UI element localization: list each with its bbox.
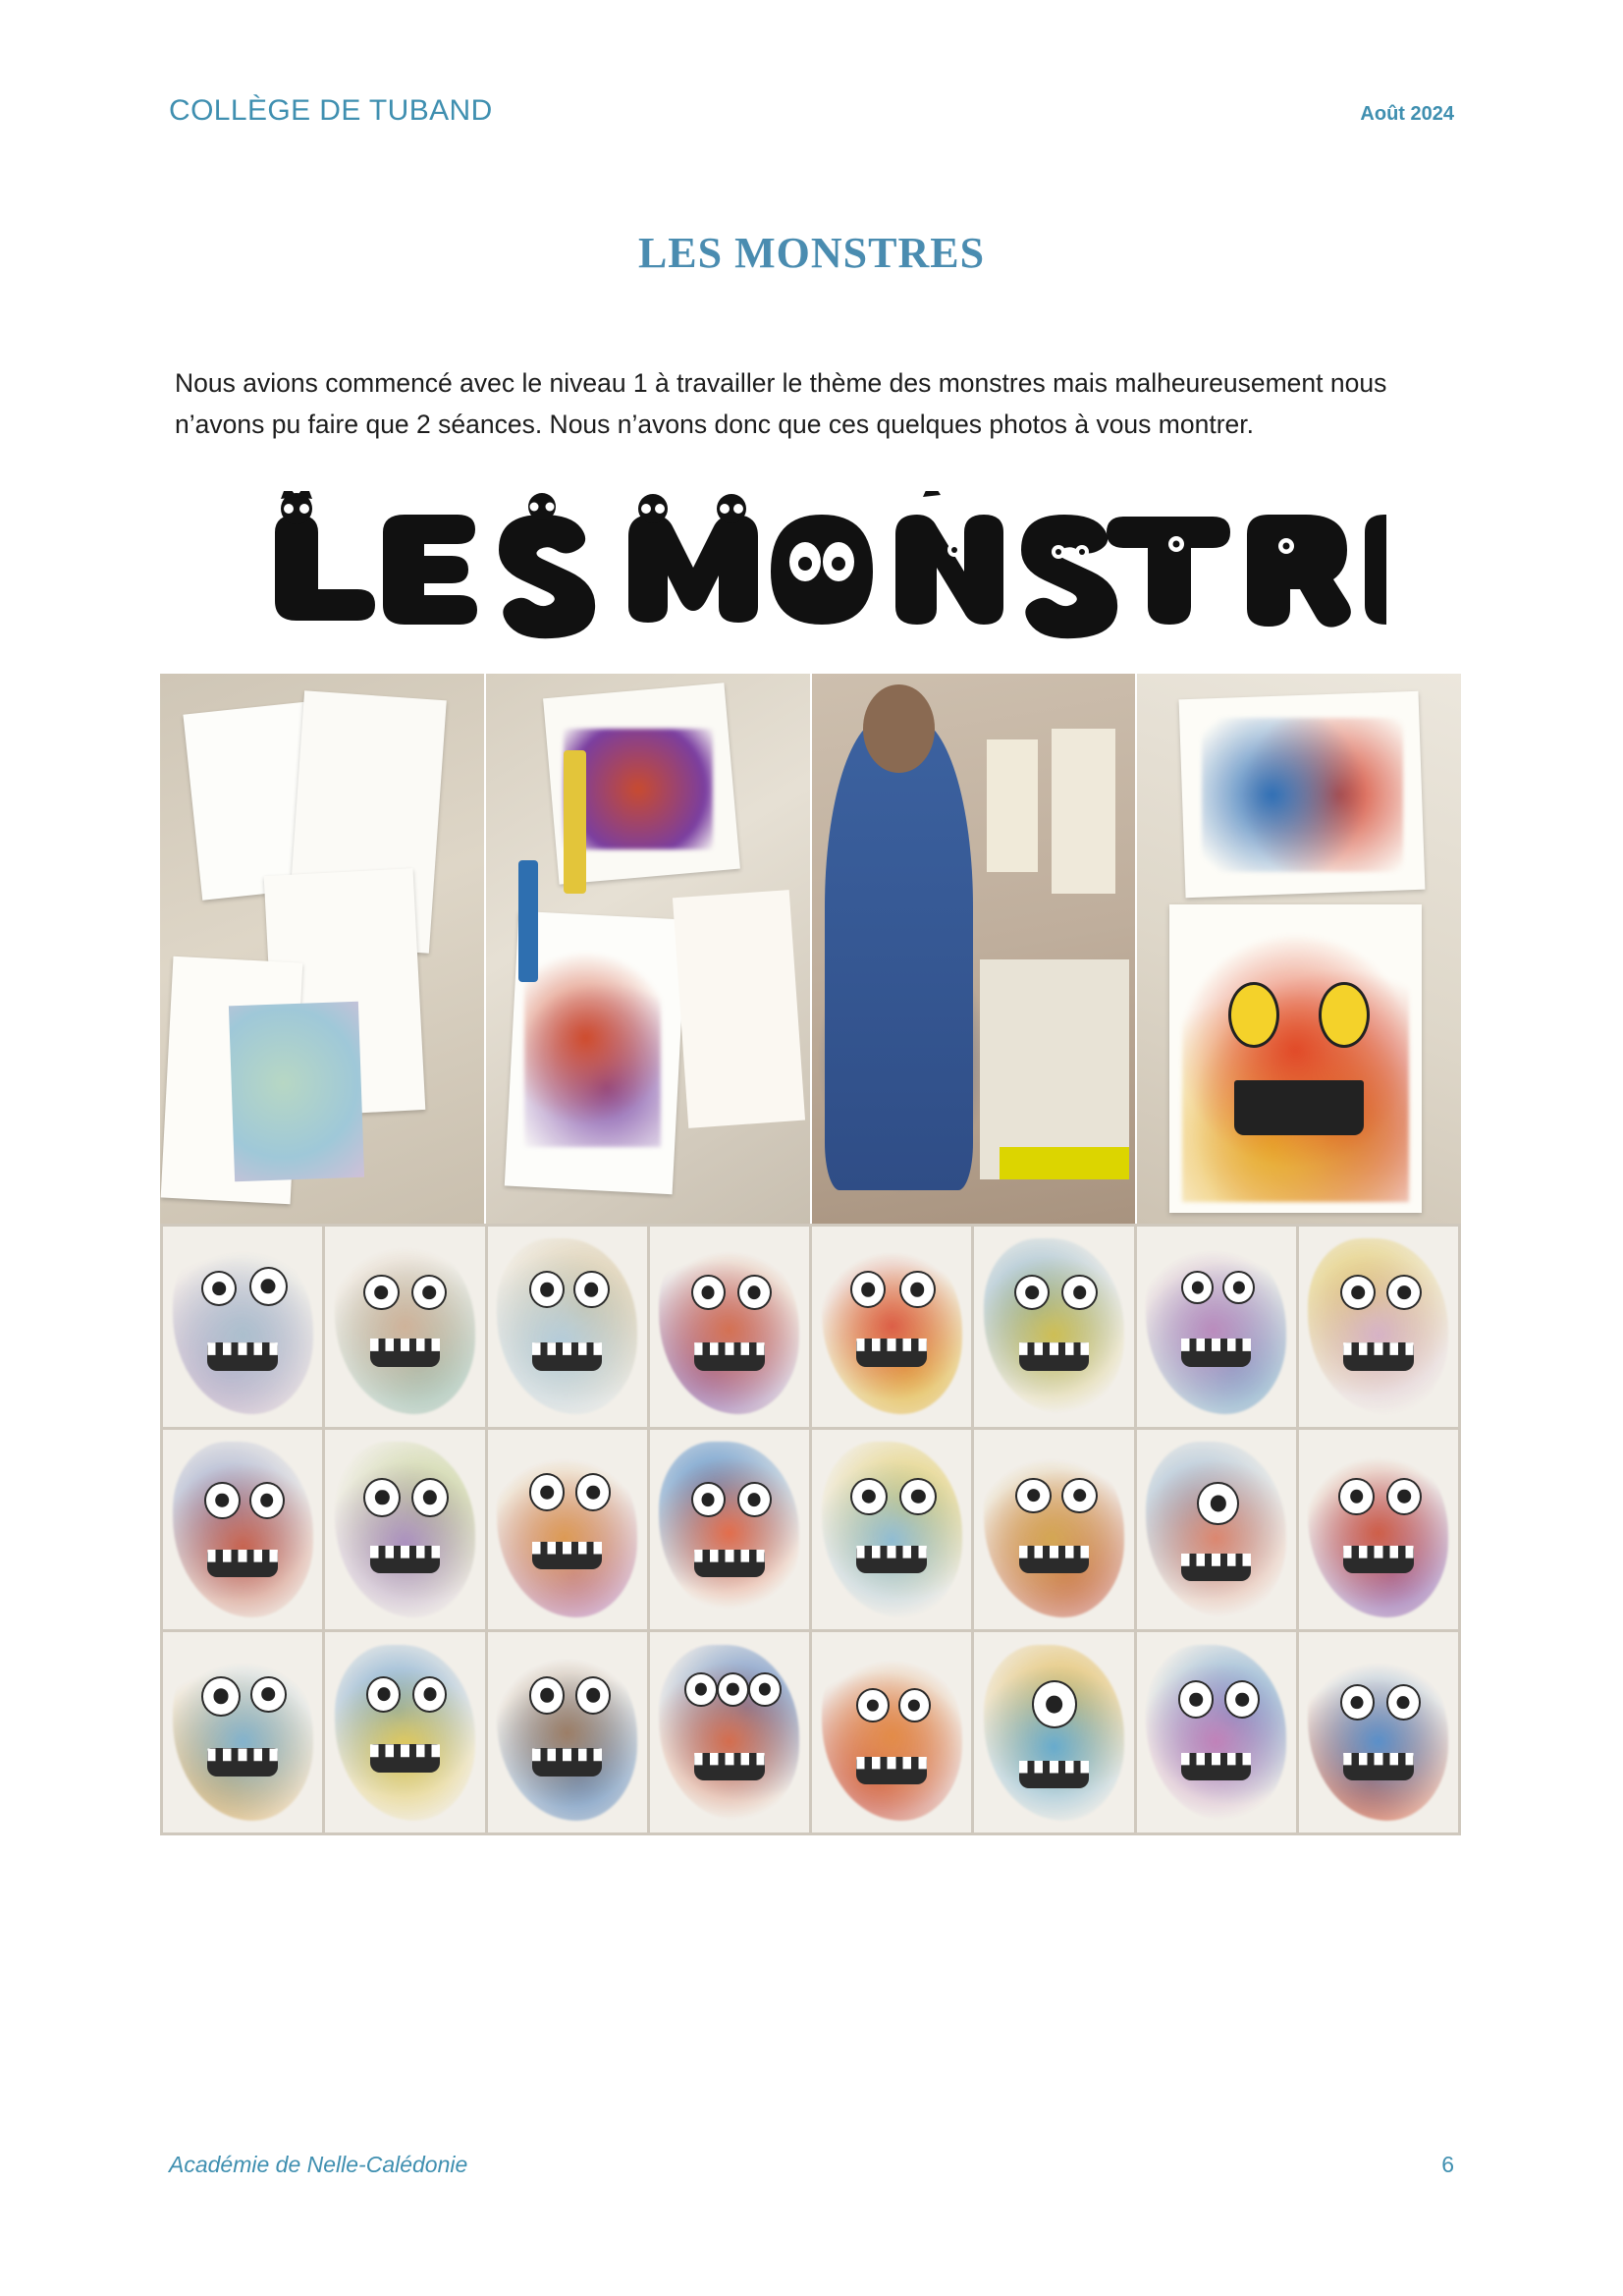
photo-painting-child (486, 674, 812, 1224)
artwork-item (1137, 1430, 1296, 1630)
page-title: LES MONSTRES (637, 229, 986, 277)
artwork-item (163, 1430, 322, 1630)
photo-monster-artwork (1137, 674, 1461, 1224)
issue-date: Août 2024 (1360, 103, 1454, 125)
artwork-item (974, 1227, 1133, 1427)
artwork-item (1299, 1430, 1458, 1630)
artwork-item (812, 1227, 971, 1427)
artwork-grid (160, 1224, 1461, 1835)
page-header (169, 94, 1454, 128)
artwork-item (812, 1632, 971, 1832)
artwork-item (1137, 1632, 1296, 1832)
monsters-wordart (236, 491, 1394, 648)
artwork-item (325, 1632, 484, 1832)
collage-top-row (160, 674, 1461, 1224)
photo-stickers-table (160, 674, 486, 1224)
artwork-item (325, 1430, 484, 1630)
artwork-item (650, 1632, 809, 1832)
photo-classroom (812, 674, 1138, 1224)
artwork-item (650, 1227, 809, 1427)
artwork-item (812, 1430, 971, 1630)
artwork-item (488, 1227, 647, 1427)
artwork-item (1299, 1632, 1458, 1832)
artwork-item (974, 1632, 1133, 1832)
artwork-item (650, 1430, 809, 1630)
artwork-item (325, 1227, 484, 1427)
artwork-item (488, 1430, 647, 1630)
artwork-item (974, 1430, 1133, 1630)
wordart-svg (236, 491, 1394, 648)
artwork-item (1137, 1227, 1296, 1427)
school-name: COLLÈGE DE TUBAND (169, 94, 493, 127)
photo-collage (160, 674, 1461, 1835)
artwork-item (163, 1227, 322, 1427)
body-paragraph: Nous avions commencé avec le niveau 1 à travailler le thème des monstres mais malheureusement nous n’avons pu faire que 2 séances. Nous n’avons donc que ces quelques photos à vous montrer. (175, 367, 1387, 440)
page-footer (169, 2152, 1454, 2178)
artwork-item (163, 1632, 322, 1832)
artwork-item (488, 1632, 647, 1832)
footer-page-number: 6 (1441, 2152, 1454, 2177)
footer-academy: Académie de Nelle-Calédonie (169, 2152, 468, 2177)
artwork-item (1299, 1227, 1458, 1427)
